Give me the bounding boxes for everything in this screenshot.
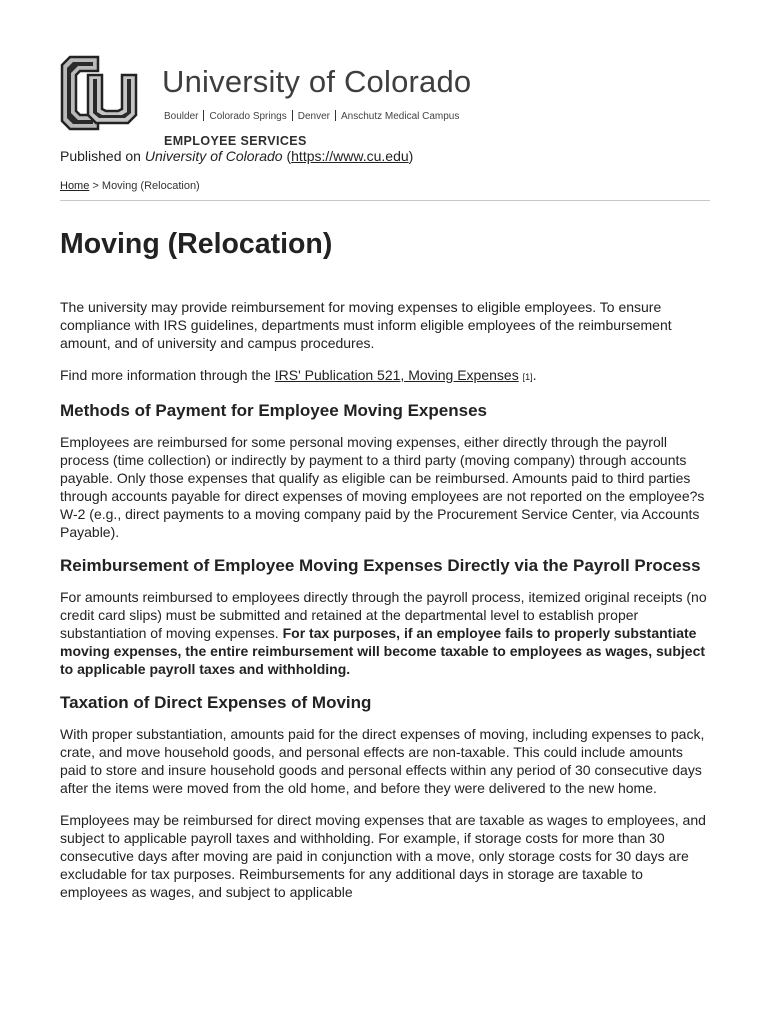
published-line: Published on University of Colorado (https://www.cu.edu)	[60, 148, 414, 164]
irs-publication-link[interactable]: IRS' Publication 521, Moving Expenses	[274, 367, 519, 383]
payroll-paragraph	[60, 588, 710, 678]
taxation-paragraph-1: With proper substantiation, amounts paid for the direct expenses of moving, including expenses to pack, crate, and move household goods, and personal effects are non-taxable. This could include amounts paid to store and insure household goods and personal effects within any period of 30 consecutive days after the items were moved from the old home, and before they were delivered to the new home.	[60, 726, 705, 796]
intro-paragraph: The university may provide reimbursement for moving expenses to eligible employees. To ensure compliance with IRS guidelines, departments must inform eligible employees of the reimbursement amount, and of university and campus procedures.	[60, 299, 672, 351]
payroll-heading: Reimbursement of Employee Moving Expenses Directly via the Payroll Process	[60, 556, 701, 575]
methods-paragraph: Employees are reimbursed for some personal moving expenses, either directly through the payroll process (time collection) or indirectly by payment to a third party (moving company) through accounts payable. Only those expenses that qualify as eligible can be reimbursed. Amounts paid to third parties through accounts payable for direct expenses of moving employees are not reported on the employee?s W-2 (e.g., direct payments to a moving company paid by the Procurement Service Center, via Accounts Payable).	[60, 434, 705, 540]
unit-name: EMPLOYEE SERVICES	[164, 134, 307, 148]
find-more-suffix: .	[532, 367, 537, 383]
find-more-paragraph	[60, 366, 710, 386]
breadcrumb	[60, 180, 200, 192]
methods-heading: Methods of Payment for Employee Moving Expenses	[60, 401, 487, 420]
published-url-link[interactable]: https://www.cu.edu	[291, 148, 409, 164]
article-body	[60, 298, 710, 915]
find-more-prefix: Find more information through the	[60, 367, 271, 383]
taxation-paragraph-2: Employees may be reimbursed for direct moving expenses that are taxable as wages to employees, and subject to applicable payroll taxes and withholding. For example, if storage costs for more than 30 consecutive days after moving are paid in conjunction with a move, only storage costs for 30 days are excludable for tax purposes. Reimbursements for any additional days in storage are taxable to employees as wages, and subject to applicable	[60, 812, 706, 900]
breadcrumb-current: Moving (Relocation)	[101, 180, 200, 192]
cu-logo-icon	[58, 55, 142, 131]
campus-separator	[292, 110, 293, 121]
logo-title: University of Colorado	[162, 64, 472, 99]
payroll-text: For amounts reimbursed to employees directly through the payroll process, itemized original receipts (no credit card slips) must be submitted and retained at the departmental level to establish proper substantiation of moving expenses.	[60, 589, 707, 641]
divider	[60, 200, 710, 201]
published-site: University of Colorado	[144, 148, 283, 164]
taxation-heading: Taxation of Direct Expenses of Moving	[60, 693, 372, 712]
footnote-marker: [1]	[522, 372, 533, 382]
payroll-bold-text: For tax purposes, if an employee fails to properly substantiate moving expenses, the entire reimbursement will become taxable to employees as wages, subject to applicable payroll taxes and withholding.	[60, 625, 706, 677]
published-prefix: Published on	[60, 148, 141, 164]
campus-list	[164, 110, 459, 122]
breadcrumb-separator: >	[92, 180, 99, 192]
page-title: Moving (Relocation)	[60, 228, 333, 260]
campus-anschutz: Anschutz Medical Campus	[340, 111, 460, 122]
campus-boulder: Boulder	[164, 111, 199, 122]
breadcrumb-home-link[interactable]: Home	[60, 180, 90, 192]
campus-colorado-springs: Colorado Springs	[209, 111, 287, 122]
campus-separator	[335, 110, 336, 121]
campus-separator	[203, 110, 204, 121]
campus-denver: Denver	[297, 111, 330, 122]
